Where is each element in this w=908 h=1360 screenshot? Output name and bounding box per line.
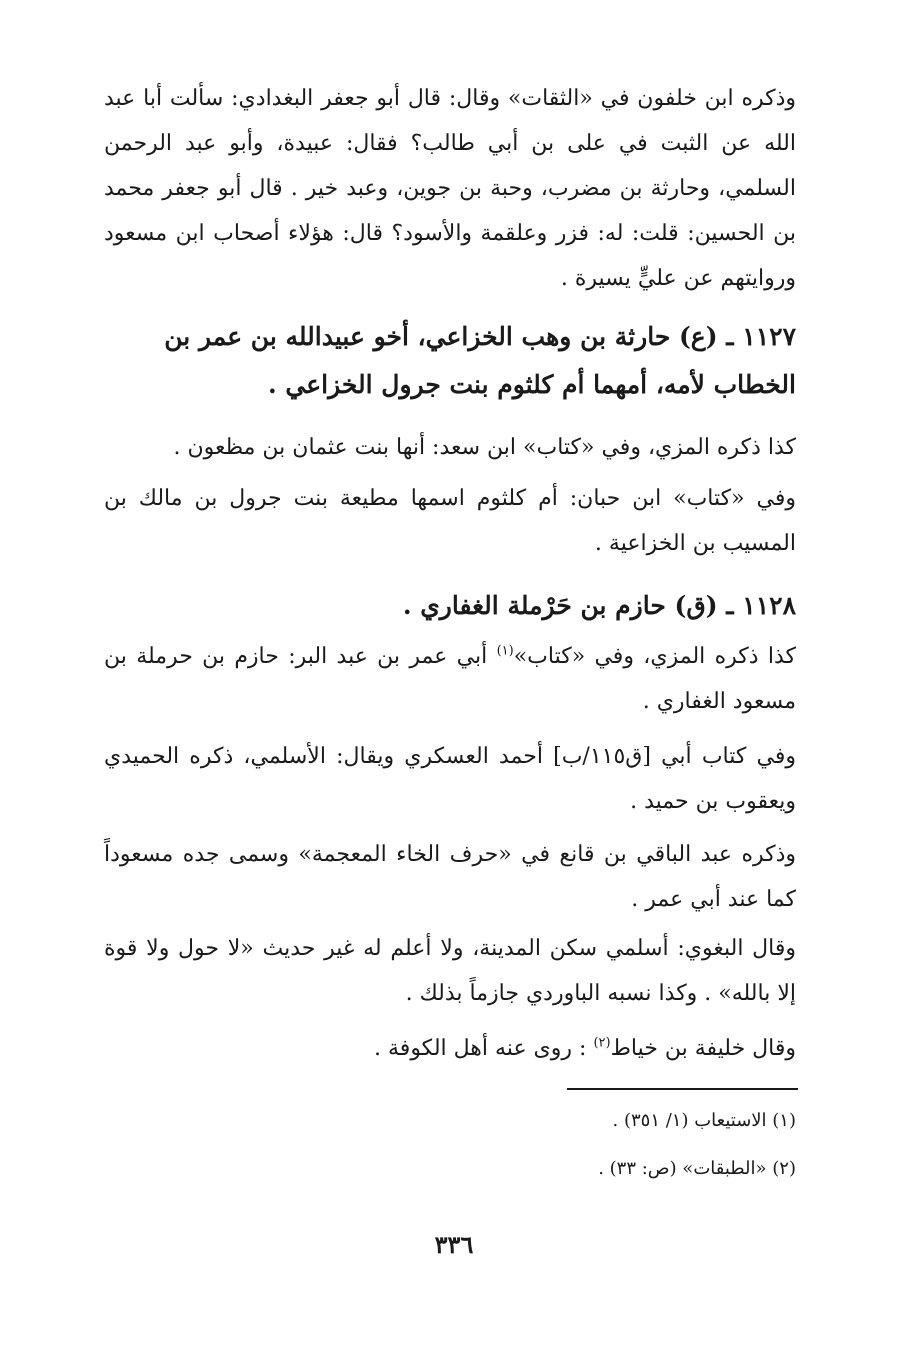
- paragraph-ibn-hibban: وفي «كتاب» ابن حبان: أم كلثوم اسمها مطيعة بنت جرول بن مالك بن المسيب بن الخزاعية .: [104, 486, 796, 556]
- footnote-1: (١) الاستيعاب (١/ ٣٥١) .: [612, 1110, 796, 1131]
- paragraph-text: كذا ذكره المزي، وفي «كتاب»: [513, 644, 796, 669]
- paragraph-mizzi-ibn-saad: كذا ذكره المزي، وفي «كتاب» ابن سعد: أنها بنت عثمان بن مظعون .: [173, 435, 796, 460]
- paragraph-ibn-qani: وذكره عبد الباقي بن قانع في «حرف الخاء المعجمة» وسمى جده مسعوداً كما عند أبي عمر .: [104, 842, 796, 912]
- paragraph-khalifa: [104, 1026, 796, 1071]
- paragraph-ibn-abd-al-barr: [104, 634, 796, 724]
- paragraph-ibn-khalfun: وذكره ابن خلفون في «الثقات» وقال: قال أبو جعفر البغدادي: سألت أبا عبد الله عن الثبت في على بن أبي طالب؟ فقال: عبيدة، وأبو عبد الرحمن السلمي، وحارثة بن مضرب، وحبة بن جوين، وعبد خير . قال أبو جعفر محمد بن الحسين: قلت: له: فزر وعلقمة والأسود؟ قال: هؤلاء أصحاب ابن مسعود وروايتهم عن عليٍّ يسيرة .: [104, 86, 796, 291]
- paragraph-askari: وفي كتاب أبي [ق١١٥/ب] أحمد العسكري ويقال: الأسلمي، ذكره الحميدي ويعقوب بن حميد .: [104, 744, 796, 814]
- page-number: ٣٣٦: [434, 1230, 474, 1259]
- footnote-divider: [567, 1088, 798, 1090]
- footnote-ref-2[interactable]: (٢): [593, 1035, 611, 1051]
- footnote-2: (٢) «الطبقات» (ص: ٣٣) .: [598, 1158, 796, 1179]
- paragraph-text: أبي عمر بن عبد البر: حازم بن حرملة بن مسعود الغفاري .: [104, 644, 796, 714]
- footnote-ref-1[interactable]: (١): [496, 643, 514, 659]
- paragraph-baghawi: وقال البغوي: أسلمي سكن المدينة، ولا أعلم له غير حديث «لا حول ولا قوة إلا بالله» . وكذا نسبه الباوردي جازماً بذلك .: [104, 936, 796, 1006]
- entry-heading-1127: ١١٢٧ ـ (ع) حارثة بن وهب الخزاعي، أخو عبيدالله بن عمر بن الخطاب لأمه، أمهما أم كلثوم بنت جرول الخزاعي .: [164, 322, 796, 399]
- paragraph-text: : روى عنه أهل الكوفة .: [374, 1036, 594, 1061]
- entry-heading-1128: ١١٢٨ ـ (ق) حازم بن حَرْملة الغفاري .: [402, 591, 796, 620]
- paragraph-text: وقال خليفة بن خياط: [610, 1036, 796, 1061]
